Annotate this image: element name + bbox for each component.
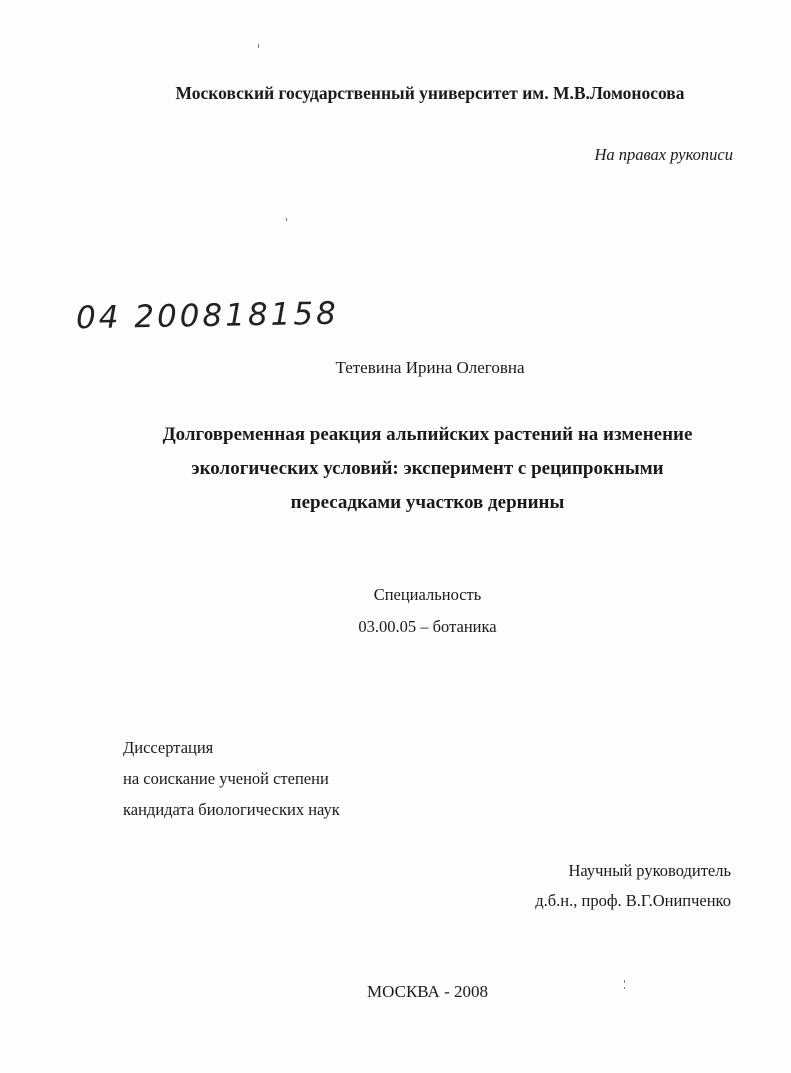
dissertation-field-line: кандидата биологических наук [123,800,340,819]
city-year: МОСКВА - 2008 [367,982,488,1001]
author-name: Тетевина Ирина Олеговна [335,358,525,377]
supervisor-name: д.б.н., проф. В.Г.Онипченко [535,891,731,910]
dissertation-title [60,418,791,520]
rights-note: На правах рукописи [594,145,733,164]
specialty-value: 03.00.05 – ботаника [358,617,497,636]
title-line: экологических условий: эксперимент с реципрокными [191,458,664,479]
title-line: пересадками участков дернины [290,492,565,513]
handwritten-registration-number: 04 200818158 [75,295,340,337]
scan-speck [286,218,287,221]
title-line: Долговременная реакция альпийских растений на изменение [162,424,693,445]
supervisor-label: Научный руководитель [568,861,731,880]
specialty-label: Специальность [373,585,482,604]
university-name: Московский государственный университет им. М.В.Ломоносова [175,83,685,103]
dissertation-type-line: Диссертация [123,738,214,757]
dissertation-degree-line: на соискание ученой степени [123,769,329,788]
scan-speck [258,44,259,48]
